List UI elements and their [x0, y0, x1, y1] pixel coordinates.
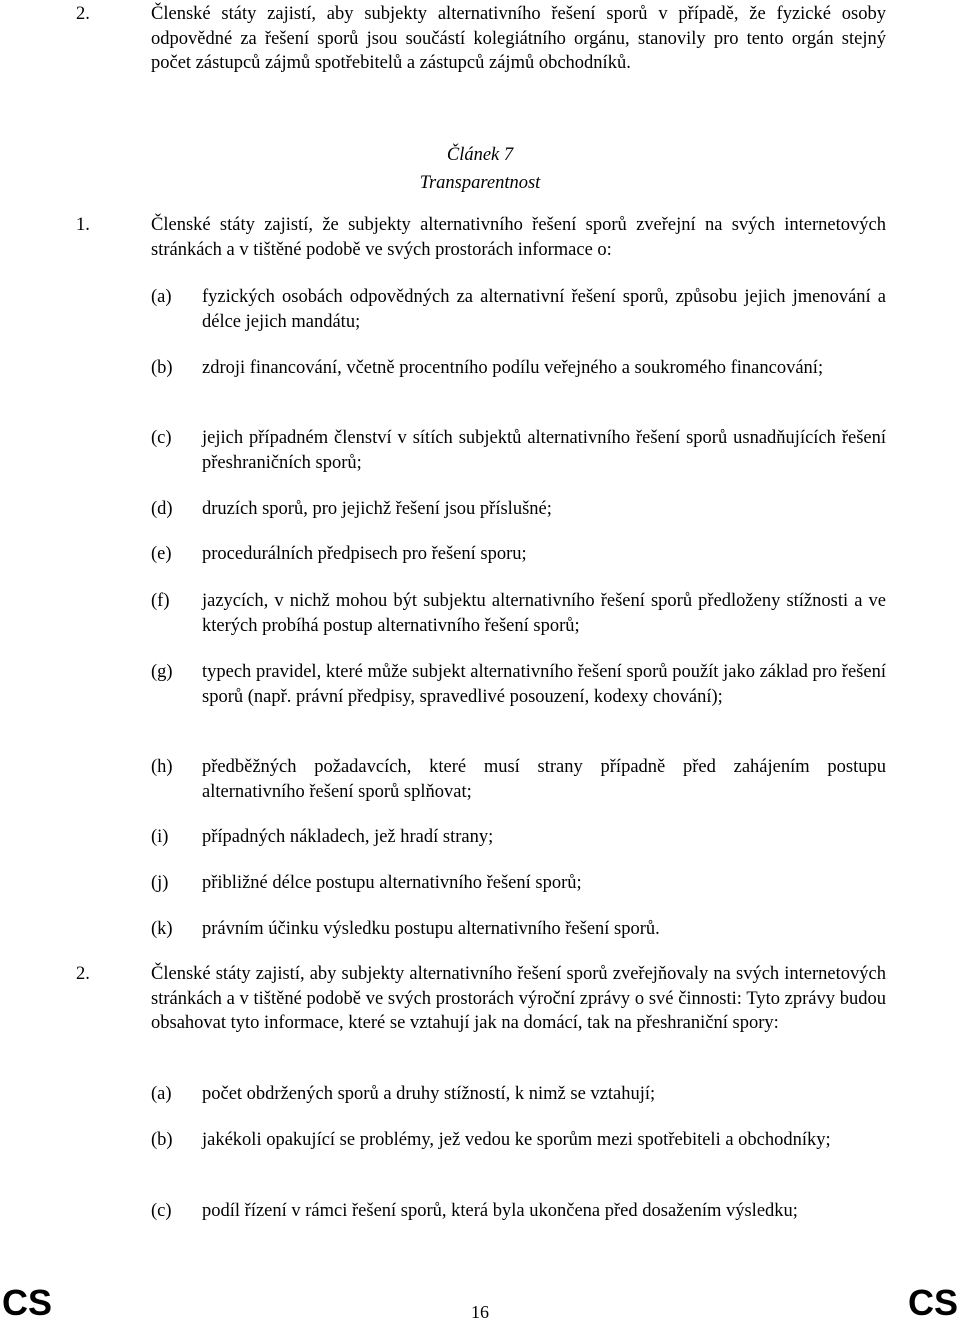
list-item-label: (a) — [151, 287, 172, 307]
list-item-label: (g) — [151, 662, 173, 682]
list-item-text: právním účinku výsledku postupu alternativního řešení sporů. — [202, 919, 660, 939]
list-item — [151, 825, 886, 850]
list-item-label: (c) — [151, 1201, 172, 1221]
paragraph-text: Členské státy zajistí, aby subjekty alternativního řešení sporů v případě, že fyzické osoby odpovědné za řešení sporů jsou součástí kolegiátního orgánu, stanovily pro tento orgán stejný počet zástupců zájmů spotřebitelů a zástupců zájmů obchodníků. — [151, 4, 886, 73]
list-item — [151, 1082, 886, 1107]
list-item-text: typech pravidel, které může subjekt alternativního řešení sporů použít jako základ pro řešení sporů (např. právní předpisy, spravedlivé posouzení, kodexy chování); — [202, 662, 886, 707]
list-item-text: fyzických osobách odpovědných za alternativní řešení sporů, způsobu jejich jmenování a délce jejich mandátu; — [202, 287, 886, 332]
list-item-label: (i) — [151, 827, 169, 847]
paragraph-number: 1. — [76, 215, 90, 235]
list-item — [151, 1128, 886, 1153]
list-item-label: (d) — [151, 499, 173, 519]
list-item — [151, 285, 886, 334]
footer-language-left: CS — [2, 1282, 53, 1323]
list-item — [151, 497, 886, 522]
page-number: 16 — [471, 1302, 489, 1322]
paragraph-1 — [76, 213, 886, 262]
footer-language-right: CS — [907, 1282, 958, 1323]
list-item-text: podíl řízení v rámci řešení sporů, která byla ukončena před dosažením výsledku; — [202, 1201, 798, 1221]
paragraph-text: Členské státy zajistí, že subjekty alternativního řešení sporů zveřejní na svých internetových stránkách a v tištěné podobě ve svých prostorách informace o: — [151, 215, 886, 260]
list-item-text: případných nákladech, jež hradí strany; — [202, 827, 494, 847]
paragraph-2 — [76, 962, 886, 1036]
list-item-label: (f) — [151, 591, 170, 611]
list-item-text: zdroji financování, včetně procentního podílu veřejného a soukromého financování; — [202, 358, 824, 378]
list-item-label: (k) — [151, 919, 173, 939]
list-item — [151, 660, 886, 709]
article-title: Článek 7 — [446, 145, 514, 165]
list-item — [151, 917, 886, 942]
list-item-text: jazycích, v nichž mohou být subjektu alternativního řešení sporů předloženy stížnosti a ve kterých probíhá postup alternativního řešení sporů; — [202, 591, 886, 636]
article-heading — [380, 141, 580, 197]
list-item-label: (j) — [151, 873, 169, 893]
list-item-text: jejich případném členství v sítích subjektů alternativního řešení sporů usnadňujících řešení přeshraničních sporů; — [202, 428, 886, 473]
list-item-label: (c) — [151, 428, 172, 448]
paragraph-2-top — [76, 2, 886, 76]
list-item-label: (b) — [151, 358, 173, 378]
list-item — [151, 871, 886, 896]
list-item-text: předběžných požadavcích, které musí strany případně před zahájením postupu alternativního řešení sporů splňovat; — [202, 757, 886, 802]
list-item-text: počet obdržených sporů a druhy stížností, k nimž se vztahují; — [202, 1084, 656, 1104]
list-item-text: druzích sporů, pro jejichž řešení jsou příslušné; — [202, 499, 552, 519]
list-item-text: jakékoli opakující se problémy, jež vedou ke sporům mezi spotřebiteli a obchodníky; — [202, 1130, 831, 1150]
article-subtitle: Transparentnost — [419, 173, 541, 193]
list-item — [151, 542, 886, 567]
paragraph-text: Členské státy zajistí, aby subjekty alternativního řešení sporů zveřejňovaly na svých internetových stránkách a v tištěné podobě ve svých prostorách výroční zprávy o své činnosti: Tyto zprávy budou obsahovat tyto informace, které se vztahují jak na domácí, tak na přeshraniční spory: — [151, 964, 886, 1033]
paragraph-number: 2. — [76, 4, 90, 24]
list-item-label: (e) — [151, 544, 172, 564]
paragraph-number: 2. — [76, 964, 90, 984]
list-item-label: (a) — [151, 1084, 172, 1104]
list-item — [151, 755, 886, 804]
list-item-label: (b) — [151, 1130, 173, 1150]
list-item — [151, 356, 886, 381]
list-item — [151, 1199, 886, 1224]
list-item-text: přibližné délce postupu alternativního řešení sporů; — [202, 873, 582, 893]
list-item — [151, 589, 886, 638]
list-item-label: (h) — [151, 757, 173, 777]
list-item — [151, 426, 886, 475]
list-item-text: procedurálních předpisech pro řešení sporu; — [202, 544, 527, 564]
